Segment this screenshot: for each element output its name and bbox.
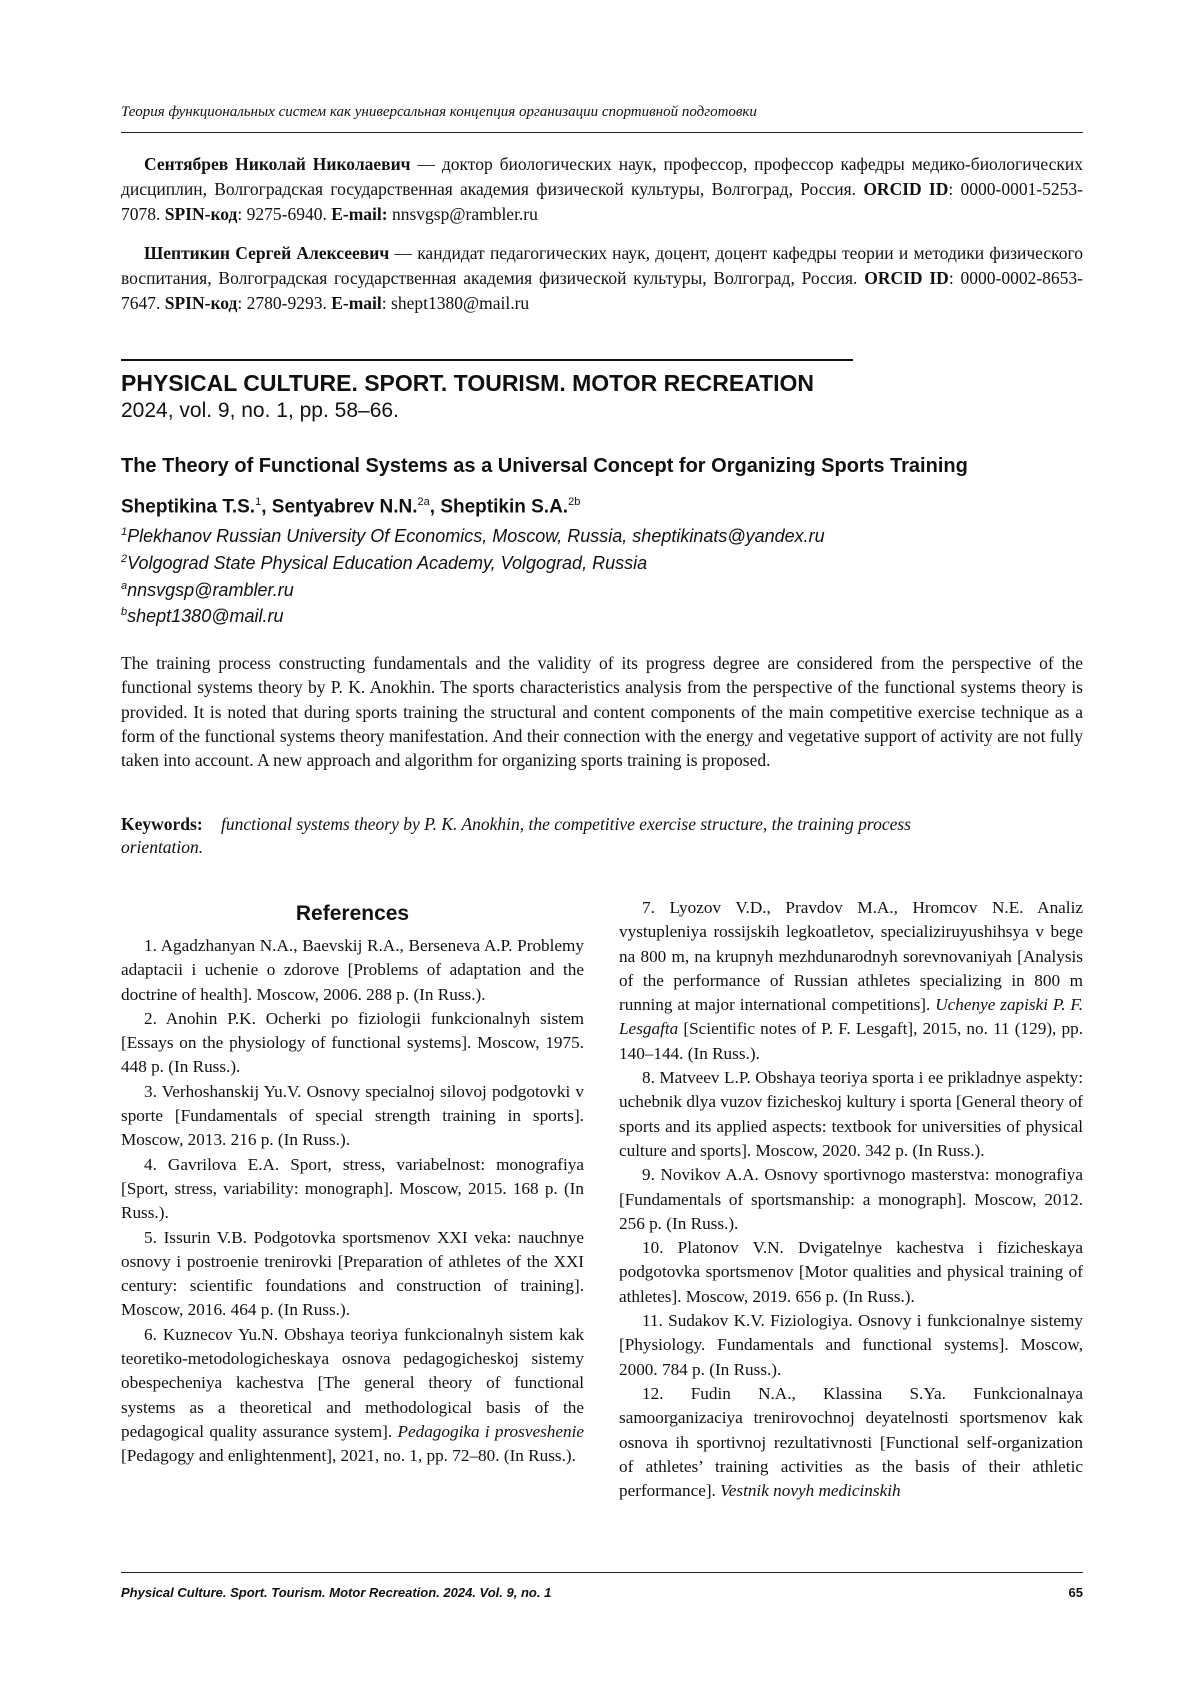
spin-label: SPIN-код bbox=[164, 293, 238, 313]
affiliation-text: Volgograd State Physical Education Academy, Volgograd, Russia bbox=[127, 553, 648, 573]
reference-source-title: Pedagogika i prosveshenie bbox=[397, 1421, 584, 1441]
affiliation bbox=[121, 553, 647, 574]
reference-text: 12. Fudin N.A., Klassina S.Ya. Funkcionalnaya samoorganizaciya trenirovochnoj deyatelnosti sportsmenov kak osnova ih sportivnoj rezultativnosti [Functional self-organization of athletes’ training activities as the basis of their athletic performance]. bbox=[619, 1383, 1083, 1501]
reference-list bbox=[121, 934, 584, 1469]
journal-title: PHYSICAL CULTURE. SPORT. TOURISM. MOTOR RECREATION bbox=[121, 370, 815, 396]
affiliation-text: nnsvgsp@rambler.ru bbox=[127, 580, 294, 600]
email-value: nnsvgsp@rambler.ru bbox=[387, 204, 538, 224]
reference-text: 5. Issurin V.B. Podgotovka sportsmenov XXI veka: nauchnye osnovy i postroenie trenirovki [Preparation of athletes of the XXI century: scientific foundations and construction of training]. Moscow, 2016. 464 p. (In Russ.). bbox=[121, 1227, 584, 1320]
orcid-label: ORCID ID bbox=[863, 179, 949, 199]
reference-item bbox=[121, 1080, 584, 1153]
reference-text: 7. Lyozov V.D., Pravdov M.A., Hromcov N.E. Analiz vystupleniya rossijskih legkoatletov, specializiruyushihsya v bege na 800 m, na krupnyh mezhdunarodnyh sorevnovaniyah [Analysis of the performance of Russian athletes specializing in 800 m running at major international competitions]. bbox=[619, 898, 1083, 1015]
reference-item bbox=[619, 1066, 1083, 1163]
reference-item bbox=[619, 1382, 1083, 1503]
spin-label: SPIN-код bbox=[164, 204, 238, 224]
author-affiliation-mark: 2a bbox=[417, 496, 430, 508]
references-heading: References bbox=[295, 902, 410, 925]
article-title: The Theory of Functional Systems as a Universal Concept for Organizing Sports Training bbox=[121, 455, 968, 477]
reference-text: 10. Platonov V.N. Dvigatelnye kachestva i fizicheskaya podgotovka sportsmenov [Motor qualities and physical training of athletes]. Moscow, 2019. 656 p. (In Russ.). bbox=[619, 1238, 1083, 1306]
header-divider bbox=[121, 132, 1083, 133]
reference-item bbox=[619, 1309, 1083, 1382]
author-name: Шептикин Сергей Алексеевич bbox=[144, 243, 390, 263]
page-number: 65 bbox=[1068, 1585, 1083, 1600]
reference-list bbox=[619, 896, 1083, 1503]
reference-item bbox=[121, 1153, 584, 1226]
reference-item bbox=[619, 1236, 1083, 1309]
reference-text: 2. Anohin P.K. Ocherki po fiziologii funkcionalnyh sistem [Essays on the physiology of functional systems]. Moscow, 1975. 448 p. (In Russ.). bbox=[121, 1008, 584, 1077]
affiliation bbox=[121, 526, 825, 547]
email-label: E-mail bbox=[331, 293, 382, 313]
author-affiliation-mark: 1 bbox=[255, 496, 262, 508]
orcid-value: : 0000-0002-8653-7647. bbox=[121, 268, 1083, 313]
keywords-label: Keywords: bbox=[121, 814, 203, 834]
spin-value: : 9275-6940. bbox=[237, 204, 332, 224]
reference-text: 8. Matveev L.P. Obshaya teoriya sporta i ee prikladnye aspekty: uchebnik dlya vuzov fizicheskoj kultury i sporta [General theory of sports and its applied aspects: textbook for universities of physical culture and sports]. Moscow, 2020. 342 p. (In Russ.). bbox=[619, 1068, 1083, 1160]
abstract: The training process constructing fundamentals and the validity of its progress degree are considered from the perspective of the functional systems theory by P. K. Anokhin. The sports characteristics analysis from the perspective of the functional systems theory is provided. It is noted that during sports training the structural and content components of the main competitive exercise technique as a form of the functional systems theory manifestation. And their connection with the energy and vegetative support of activity are not fully taken into account. A new approach and algorithm for organizing sports training is proposed. bbox=[121, 653, 1083, 771]
reference-item bbox=[619, 896, 1083, 1066]
affiliation bbox=[121, 606, 283, 627]
spin-value: : 2780-9293. bbox=[237, 293, 332, 313]
journal-issue: 2024, vol. 9, no. 1, pp. 58–66. bbox=[121, 399, 399, 422]
affiliation-text: shept1380@mail.ru bbox=[127, 606, 284, 626]
reference-text: 4. Gavrilova E.A. Sport, stress, variabelnost: monografiya [Sport, stress, variability: monograph]. Moscow, 2015. 168 p. (In Russ.). bbox=[121, 1154, 584, 1223]
reference-item bbox=[121, 1007, 584, 1080]
reference-item bbox=[121, 1226, 584, 1323]
reference-item bbox=[121, 1323, 584, 1469]
email-value: : shept1380@mail.ru bbox=[381, 293, 530, 313]
author-name: Сентябрев Николай Николаевич bbox=[144, 154, 411, 174]
reference-text: [Pedagogy and enlightenment], 2021, no. 1, pp. 72–80. (In Russ.). bbox=[121, 1446, 576, 1466]
email-label: E-mail: bbox=[331, 204, 388, 224]
affiliation-mark: a bbox=[121, 580, 128, 592]
reference-text: 3. Verhoshanskij Yu.V. Osnovy specialnoj silovoj podgotovki v sporte [Fundamentals of special strength training in sports]. Moscow, 2013. 216 p. (In Russ.). bbox=[121, 1081, 584, 1150]
orcid-value: : 0000-0001-5253-7078. bbox=[121, 179, 1083, 224]
author-list bbox=[121, 496, 580, 518]
author-affiliation-mark: 2b bbox=[568, 496, 581, 508]
author-bio bbox=[121, 241, 1083, 316]
author-bio bbox=[121, 152, 1083, 227]
author-name: Sheptikin S.A. bbox=[440, 496, 569, 518]
reference-text: 11. Sudakov K.V. Fiziologiya. Osnovy i funkcionalnye sistemy [Physiology. Fundamentals and functional systems]. Moscow, 2000. 784 p. (In Russ.). bbox=[619, 1311, 1083, 1379]
affiliation-mark: 1 bbox=[121, 526, 128, 538]
author-description: — доктор биологических наук, профессор, профессор кафедры медико-биологических дисциплин, Волгоградская государственная академия физической культуры, Волгоград, Россия. bbox=[121, 154, 1083, 199]
reference-text: 9. Novikov A.A. Osnovy sportivnogo masterstva: monografiya [Fundamentals of sportsmanship: a monograph]. Moscow, 2012. 256 p. (In Russ.). bbox=[619, 1165, 1083, 1233]
reference-source-title: Vestnik novyh medicinskih bbox=[720, 1481, 901, 1501]
footer-divider bbox=[121, 1572, 1083, 1573]
author-description: — кандидат педагогических наук, доцент, доцент кафедры теории и методики физического воспитания, Волгоградская государственная академия физической культуры, Волгоград, Россия. bbox=[121, 243, 1083, 288]
author-name: Sheptikina T.S. bbox=[121, 496, 256, 518]
references-column-left bbox=[121, 902, 584, 1469]
journal-divider bbox=[121, 359, 853, 361]
reference-item bbox=[619, 1163, 1083, 1236]
affiliation-text: Plekhanov Russian University Of Economics, Moscow, Russia, sheptikinats@yandex.ru bbox=[127, 526, 825, 546]
author-name: Sentyabrev N.N. bbox=[271, 496, 418, 518]
reference-text: [Scientific notes of P. F. Lesgaft], 2015, no. 11 (129), pp. 140–144. (In Russ.). bbox=[619, 1019, 1083, 1063]
keywords-value: functional systems theory by P. K. Anokhin, the competitive exercise structure, the training process orientation. bbox=[121, 814, 911, 857]
affiliation bbox=[121, 580, 294, 601]
reference-text: 1. Agadzhanyan N.A., Baevskij R.A., Berseneva A.P. Problemy adaptacii i uchenie o zdorove [Problems of adaptation and the doctrine of health]. Moscow, 2006. 288 p. (In Russ.). bbox=[121, 936, 584, 1004]
references-column-right bbox=[619, 896, 1083, 1503]
footer-journal-citation: Physical Culture. Sport. Tourism. Motor Recreation. 2024. Vol. 9, no. 1 bbox=[121, 1585, 552, 1600]
reference-item bbox=[121, 934, 584, 1007]
affiliation-mark: b bbox=[121, 606, 128, 618]
running-header: Теория функциональных систем как универсальная концепция организации спортивной подготовки bbox=[121, 104, 757, 120]
reference-text: 6. Kuznecov Yu.N. Obshaya teoriya funkcionalnyh sistem kak teoretiko-metodologicheskaya osnova pedagogicheskoj sistemy obespecheniya kachestva [The general theory of functional systems as a theoretical and methodological basis of the pedagogical quality assurance system]. bbox=[121, 1324, 584, 1441]
keywords-text bbox=[121, 813, 961, 859]
affiliation-mark: 2 bbox=[121, 553, 128, 565]
author-separator: , bbox=[261, 496, 272, 518]
author-separator: , bbox=[429, 496, 441, 518]
reference-source-title: Uchenye zapiski P. F. Lesgafta bbox=[619, 995, 1084, 1039]
orcid-label: ORCID ID bbox=[864, 268, 949, 288]
